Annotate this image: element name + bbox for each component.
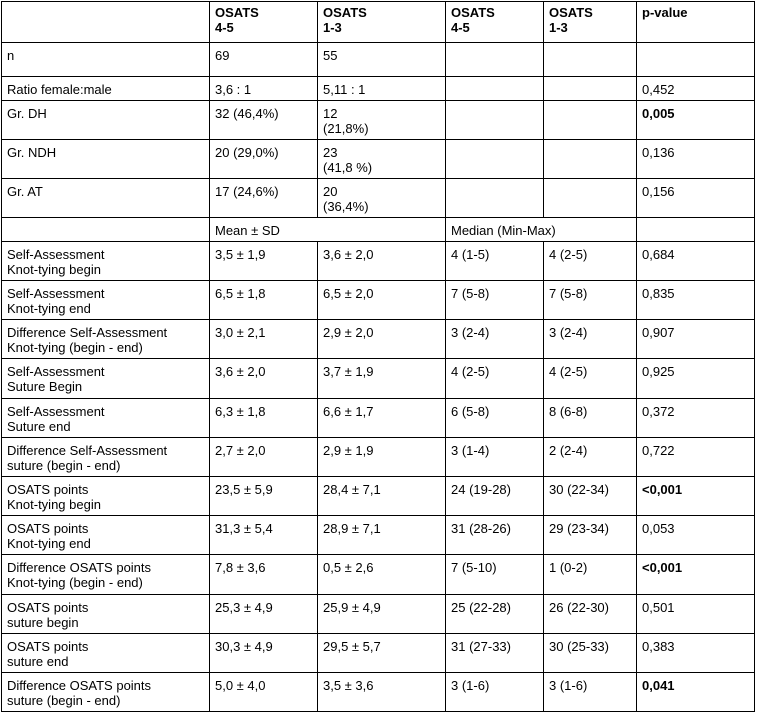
table-cell: 4 (1-5)	[446, 242, 544, 281]
table-cell: 3 (1-4)	[446, 438, 544, 477]
table-cell: 2,7 ± 2,0	[210, 438, 318, 477]
table-cell: 7 (5-8)	[544, 281, 637, 320]
row-label-cell: Self-Assessment Suture Begin	[2, 359, 210, 399]
table-row	[2, 43, 755, 77]
table-cell: 69	[210, 43, 318, 77]
table-cell: 7 (5-10)	[446, 555, 544, 595]
table-cell: 17 (24,6%)	[210, 179, 318, 218]
table-cell: 6,5 ± 2,0	[318, 281, 446, 320]
table-row	[2, 634, 755, 673]
p-value-cell: 0,907	[637, 320, 755, 359]
table-cell: 8 (6-8)	[544, 399, 637, 438]
row-label-cell: Self-Assessment Knot-tying end	[2, 281, 210, 320]
row-label-cell: Difference Self-Assessment Knot-tying (begin - end)	[2, 320, 210, 359]
row-label-cell	[2, 218, 210, 242]
table-cell: 23 (41,8 %)	[318, 140, 446, 179]
table-row	[2, 595, 755, 634]
table-row	[2, 101, 755, 140]
table-cell: 28,9 ± 7,1	[318, 516, 446, 555]
header-cell: OSATS 1-3	[544, 2, 637, 43]
table-cell: 4 (2-5)	[544, 359, 637, 399]
table-cell: 30 (22-34)	[544, 477, 637, 516]
table-cell: 31 (27-33)	[446, 634, 544, 673]
table-cell: 4 (2-5)	[544, 242, 637, 281]
header-cell	[2, 2, 210, 43]
row-label-cell: Gr. AT	[2, 179, 210, 218]
table-cell: 3,7 ± 1,9	[318, 359, 446, 399]
table-cell: 20 (29,0%)	[210, 140, 318, 179]
table-cell: 6,5 ± 1,8	[210, 281, 318, 320]
p-value-cell: 0,722	[637, 438, 755, 477]
table-row	[2, 516, 755, 555]
table-cell: 1 (0-2)	[544, 555, 637, 595]
p-value-cell: 0,005	[637, 101, 755, 140]
table-cell: 32 (46,4%)	[210, 101, 318, 140]
p-value-cell: 0,372	[637, 399, 755, 438]
table-cell: 3,6 : 1	[210, 77, 318, 101]
table-cell	[544, 179, 637, 218]
table-row	[2, 77, 755, 101]
table-cell	[544, 140, 637, 179]
p-value-cell: 0,383	[637, 634, 755, 673]
header-cell: OSATS 1-3	[318, 2, 446, 43]
table-row	[2, 281, 755, 320]
table-cell: 0,5 ± 2,6	[318, 555, 446, 595]
table-row	[2, 399, 755, 438]
table-cell: 2,9 ± 2,0	[318, 320, 446, 359]
row-label-cell: Ratio female:male	[2, 77, 210, 101]
table-cell: 55	[318, 43, 446, 77]
table-cell: 30,3 ± 4,9	[210, 634, 318, 673]
table-row	[2, 477, 755, 516]
table-cell: 24 (19-28)	[446, 477, 544, 516]
row-label-cell: Difference OSATS points Knot-tying (begin - end)	[2, 555, 210, 595]
row-label-cell: Difference Self-Assessment suture (begin - end)	[2, 438, 210, 477]
table-cell	[446, 101, 544, 140]
table-cell	[446, 140, 544, 179]
p-value-cell: 0,452	[637, 77, 755, 101]
table-cell: 31,3 ± 5,4	[210, 516, 318, 555]
table-cell: 2 (2-4)	[544, 438, 637, 477]
table-cell: 3,6 ± 2,0	[210, 359, 318, 399]
table-cell: 25,9 ± 4,9	[318, 595, 446, 634]
row-label-cell: Self-Assessment Knot-tying begin	[2, 242, 210, 281]
p-value-cell	[637, 218, 755, 242]
p-value-cell	[637, 43, 755, 77]
table-cell: 4 (2-5)	[446, 359, 544, 399]
p-value-cell: 0,156	[637, 179, 755, 218]
p-value-cell: <0,001	[637, 555, 755, 595]
p-value-cell: 0,501	[637, 595, 755, 634]
row-label-cell: Gr. NDH	[2, 140, 210, 179]
table-cell: 3,5 ± 3,6	[318, 673, 446, 712]
table-cell: 3 (1-6)	[544, 673, 637, 712]
table-cell: 5,11 : 1	[318, 77, 446, 101]
table-cell: 3 (2-4)	[446, 320, 544, 359]
table-cell: 12 (21,8%)	[318, 101, 446, 140]
table-cell: 3,6 ± 2,0	[318, 242, 446, 281]
table-row	[2, 140, 755, 179]
row-label-cell: Difference OSATS points suture (begin - end)	[2, 673, 210, 712]
row-label-cell: OSATS points suture begin	[2, 595, 210, 634]
table-row	[2, 242, 755, 281]
table-cell	[446, 77, 544, 101]
table-cell: 29,5 ± 5,7	[318, 634, 446, 673]
table-cell	[446, 43, 544, 77]
row-label-cell: OSATS points Knot-tying begin	[2, 477, 210, 516]
table-cell: 6,6 ± 1,7	[318, 399, 446, 438]
p-value-cell: 0,684	[637, 242, 755, 281]
header-cell: OSATS 4-5	[446, 2, 544, 43]
table-cell: 2,9 ± 1,9	[318, 438, 446, 477]
table-row	[2, 673, 755, 712]
table-cell: 3,5 ± 1,9	[210, 242, 318, 281]
row-label-cell: Gr. DH	[2, 101, 210, 140]
table-row	[2, 359, 755, 399]
table-cell: 28,4 ± 7,1	[318, 477, 446, 516]
p-value-cell: 0,041	[637, 673, 755, 712]
table-cell	[544, 43, 637, 77]
table-cell: 6 (5-8)	[446, 399, 544, 438]
table-cell: 7,8 ± 3,6	[210, 555, 318, 595]
p-value-cell: 0,136	[637, 140, 755, 179]
results-table	[1, 1, 755, 712]
table-row	[2, 438, 755, 477]
table-cell: 3,0 ± 2,1	[210, 320, 318, 359]
row-label-cell: OSATS points Knot-tying end	[2, 516, 210, 555]
p-value-cell: <0,001	[637, 477, 755, 516]
header-cell: p-value	[637, 2, 755, 43]
row-label-cell: n	[2, 43, 210, 77]
p-value-cell: 0,925	[637, 359, 755, 399]
table-cell: 26 (22-30)	[544, 595, 637, 634]
table-header-row	[2, 2, 755, 43]
table-cell: 20 (36,4%)	[318, 179, 446, 218]
header-cell: OSATS 4-5	[210, 2, 318, 43]
table-cell: 25,3 ± 4,9	[210, 595, 318, 634]
table-cell: 3 (2-4)	[544, 320, 637, 359]
table-row	[2, 218, 755, 242]
table-cell	[544, 77, 637, 101]
table-cell	[446, 179, 544, 218]
table-cell	[544, 101, 637, 140]
table-cell: 5,0 ± 4,0	[210, 673, 318, 712]
table-row	[2, 555, 755, 595]
table-cell: 3 (1-6)	[446, 673, 544, 712]
p-value-cell: 0,053	[637, 516, 755, 555]
p-value-cell: 0,835	[637, 281, 755, 320]
table-cell: 29 (23-34)	[544, 516, 637, 555]
table-cell: 25 (22-28)	[446, 595, 544, 634]
table-cell: Median (Min-Max)	[446, 218, 637, 242]
table-cell: 31 (28-26)	[446, 516, 544, 555]
table-cell: 6,3 ± 1,8	[210, 399, 318, 438]
table-cell: 23,5 ± 5,9	[210, 477, 318, 516]
table-cell: 30 (25-33)	[544, 634, 637, 673]
row-label-cell: Self-Assessment Suture end	[2, 399, 210, 438]
table-row	[2, 179, 755, 218]
table-cell: 7 (5-8)	[446, 281, 544, 320]
table-cell: Mean ± SD	[210, 218, 446, 242]
table-row	[2, 320, 755, 359]
row-label-cell: OSATS points suture end	[2, 634, 210, 673]
